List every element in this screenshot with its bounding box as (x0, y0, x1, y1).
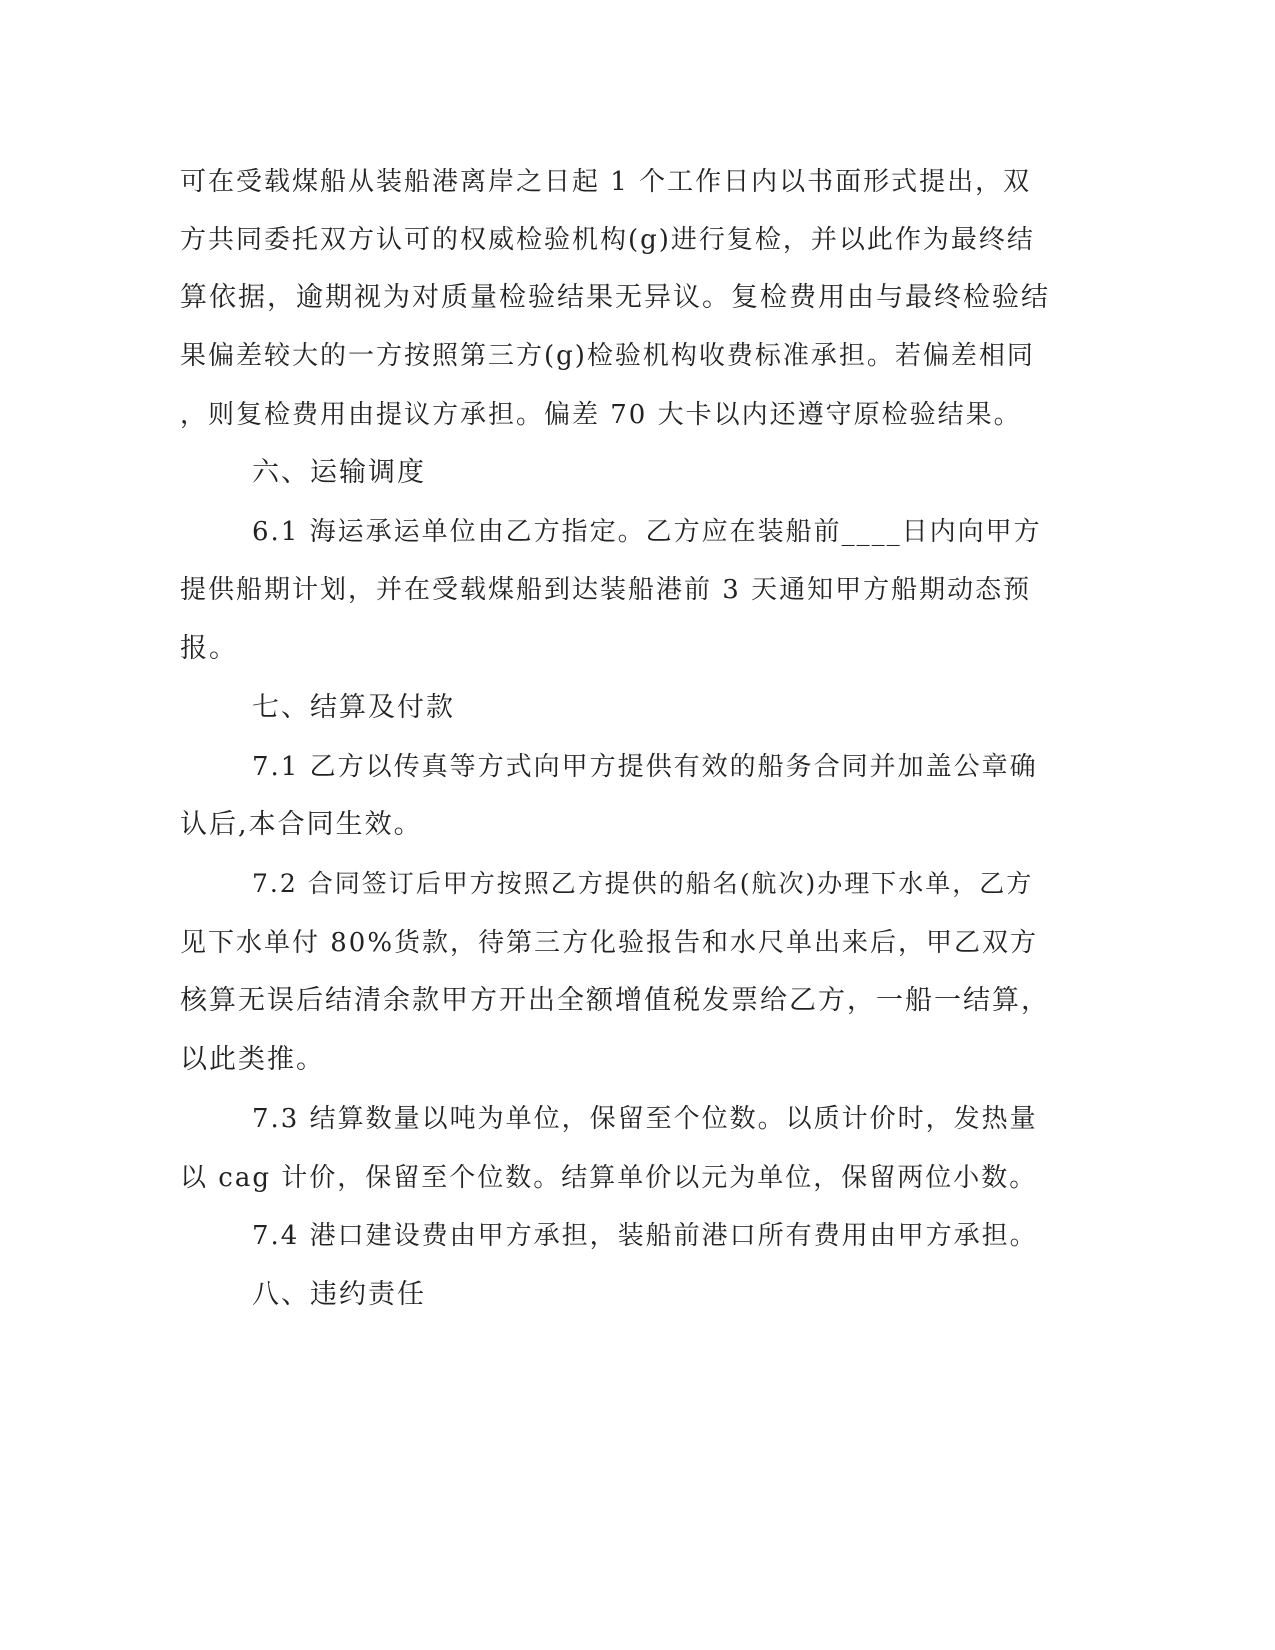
paragraph-line: 7.2 合同签订后甲方按照乙方提供的船名(航次)办理下水单，乙方 (252, 869, 1034, 898)
paragraph-line: ，则复检费用由提议方承担。偏差 70 大卡以内还遵守原检验结果。 (180, 400, 1022, 430)
paragraph-line: 见下水单付 80%货款，待第三方化验报告和水尺单出来后，甲乙双方 (180, 928, 1039, 958)
paragraph-line: 以此类推。 (180, 1044, 325, 1075)
paragraph-line: 报。 (180, 633, 238, 664)
paragraph-line: 核算无误后结清余款甲方开出全额增值税发票给乙方，一船一结算， (180, 985, 1050, 1016)
paragraph-line: 7.1 乙方以传真等方式向甲方提供有效的船务合同并加盖公章确 (252, 752, 1038, 782)
paragraph-line: 可在受载煤船从装船港离岸之日起 1 个工作日内以书面形式提出，双 (180, 167, 1032, 197)
paragraph-line: 以 cag 计价，保留至个位数。结算单价以元为单位，保留两位小数。 (180, 1163, 1038, 1193)
paragraph-line: 果偏差较大的一方按照第三方(g)检验机构收费标准承担。若偏差相同 (180, 341, 1035, 371)
paragraph-line: 7.3 结算数量以吨为单位，保留至个位数。以质计价时，发热量 (252, 1104, 1038, 1134)
paragraph-line: 方共同委托双方认可的权威检验机构(g)进行复检，并以此作为最终结 (180, 225, 1035, 255)
section-heading-breach: 八、违约责任 (252, 1279, 426, 1310)
paragraph-line: 认后,本合同生效。 (180, 809, 423, 840)
paragraph-line: 6.1 海运承运单位由乙方指定。乙方应在装船前____日内向甲方 (252, 517, 1042, 547)
paragraph-line: 提供船期计划，并在受载煤船到达装船港前 3 天通知甲方船期动态预 (180, 575, 1032, 605)
section-heading-settlement: 七、结算及付款 (252, 692, 455, 723)
paragraph-line: 算依据，逾期视为对质量检验结果无异议。复检费用由与最终检验结 (180, 282, 1050, 313)
section-heading-transport: 六、运输调度 (252, 457, 426, 488)
paragraph-line: 7.4 港口建设费由甲方承担，装船前港口所有费用由甲方承担。 (252, 1221, 1038, 1251)
